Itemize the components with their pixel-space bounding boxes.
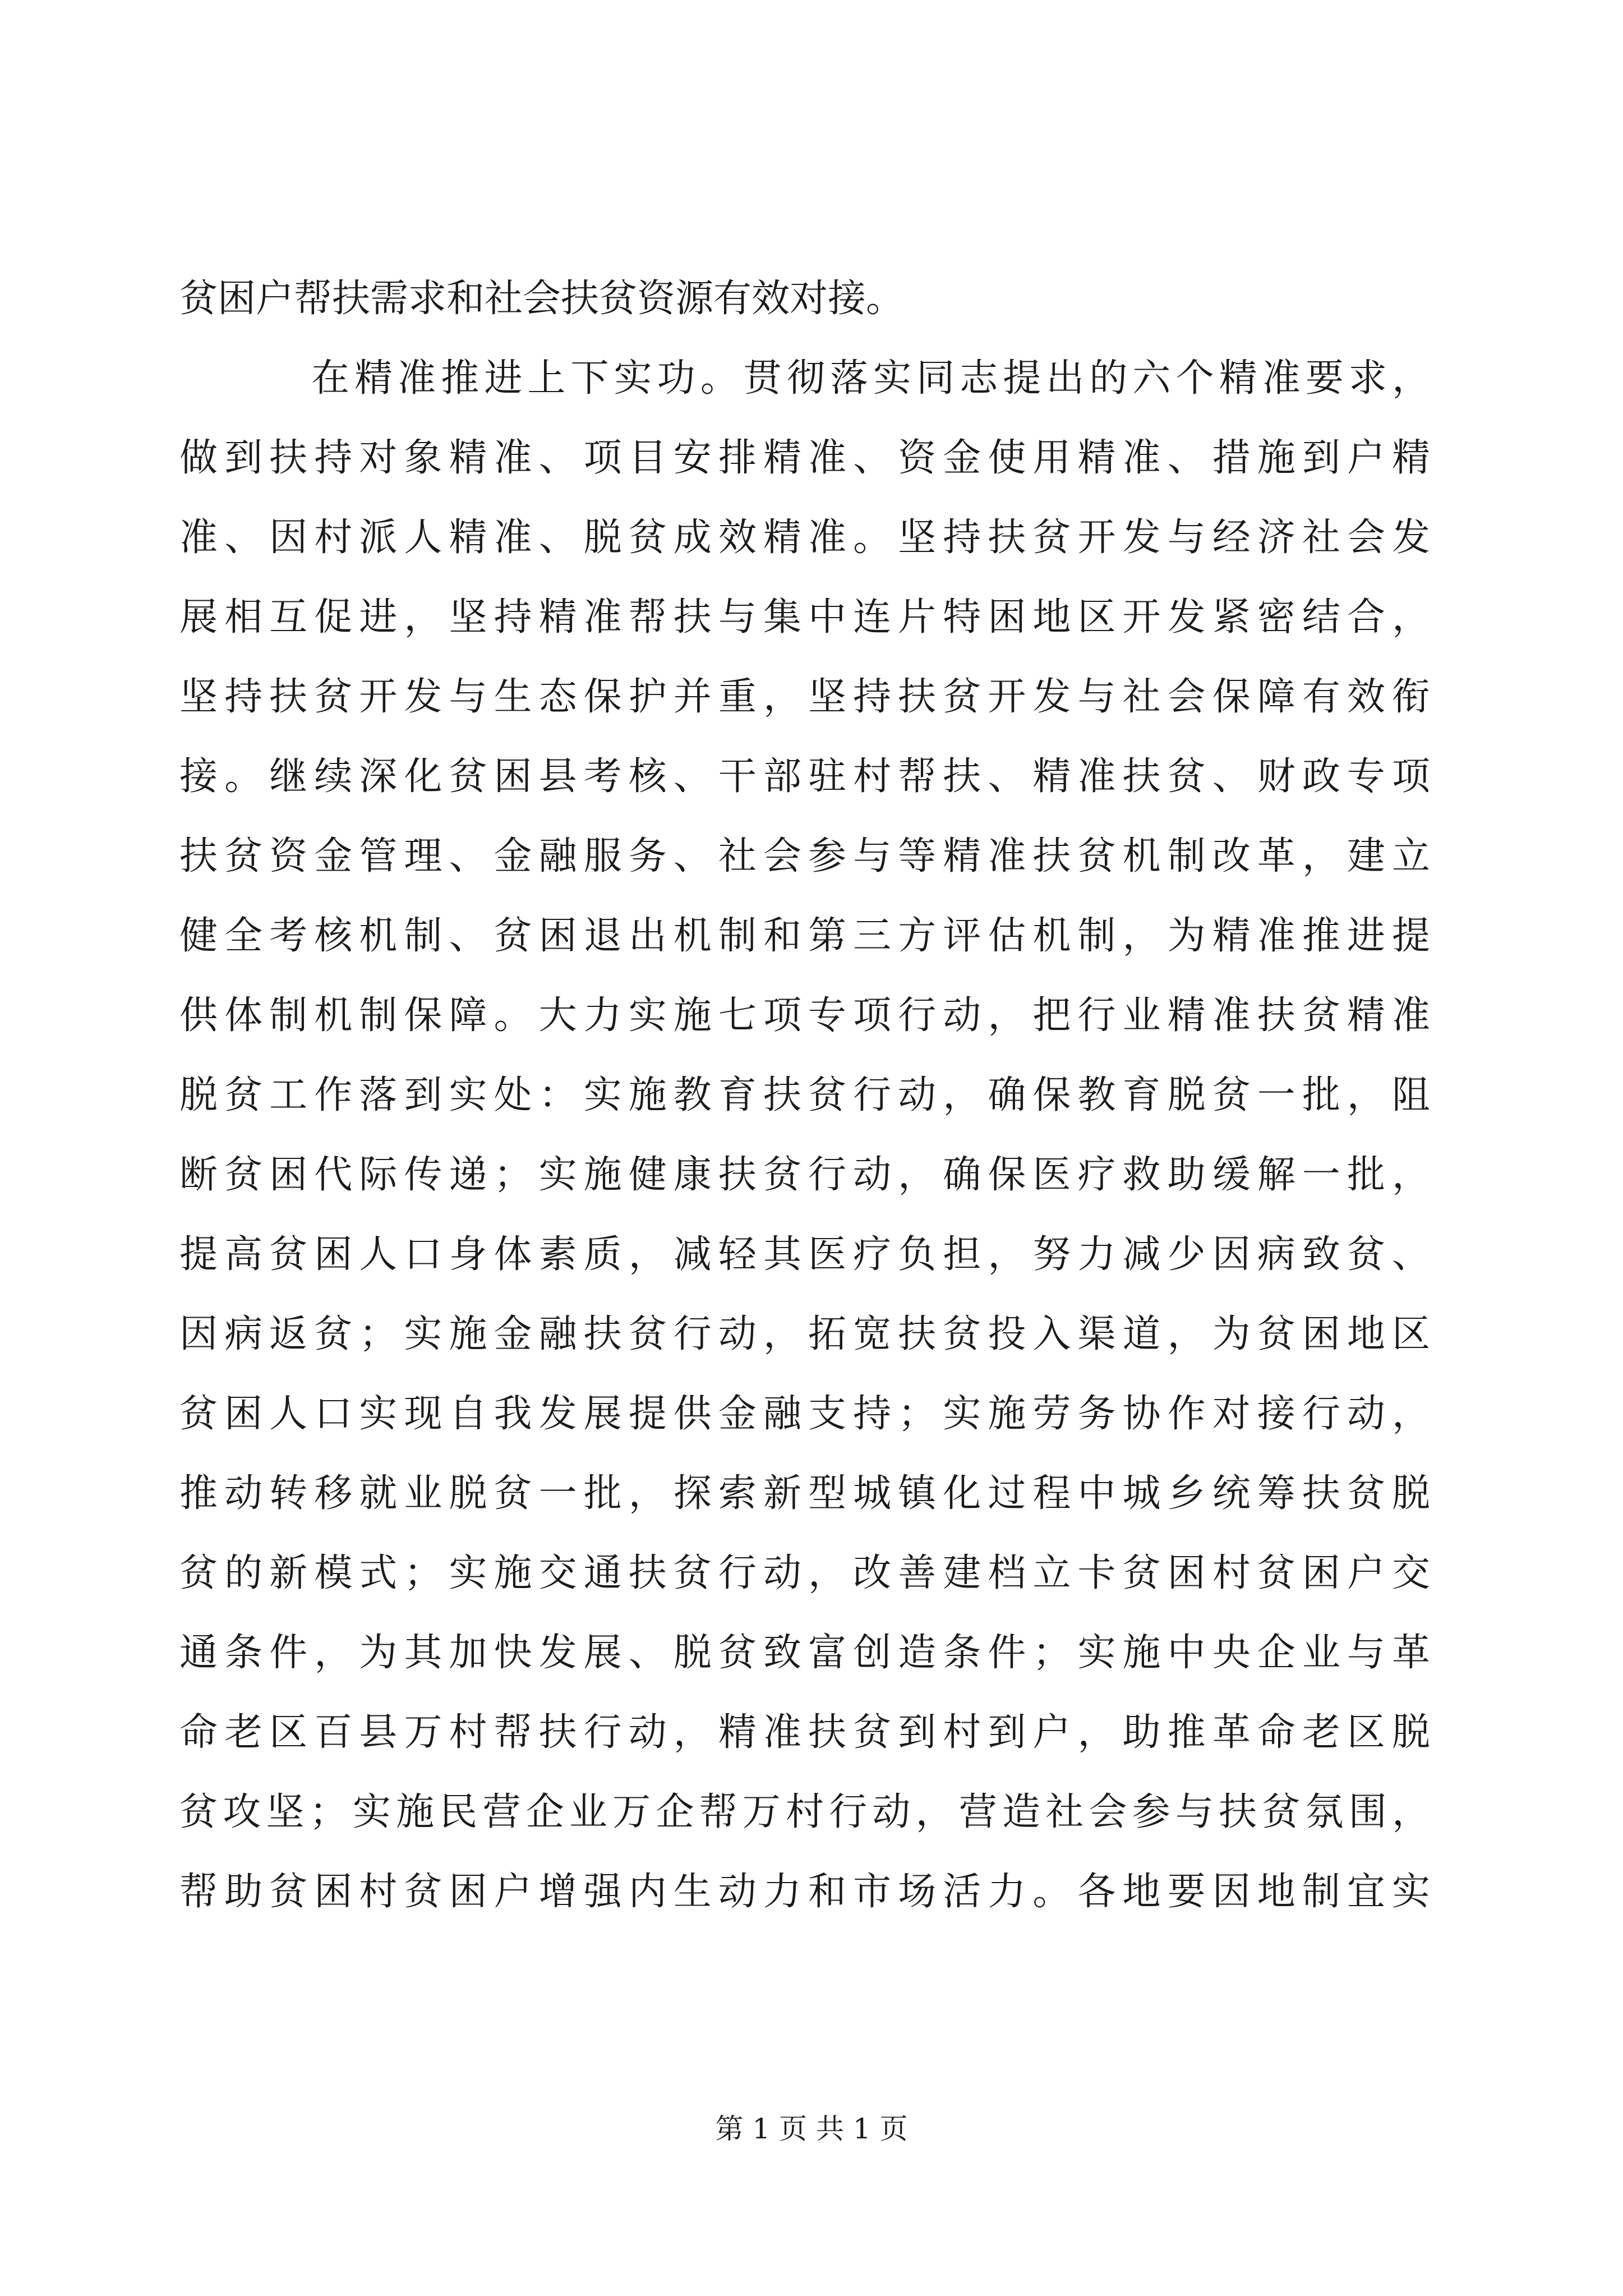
- text-line: 命老区百县万村帮扶行动，精准扶贫到村到户，助推革命老区脱: [179, 1710, 1430, 1755]
- body-text: [179, 259, 1430, 1932]
- text-line: 因病返贫；实施金融扶贫行动，拓宽扶贫投入渠道，为贫困地区: [179, 1312, 1430, 1356]
- text-line: 扶贫资金管理、金融服务、社会参与等精准扶贫机制改革，建立: [179, 834, 1430, 878]
- text-line: 提高贫困人口身体素质，减轻其医疗负担，努力减少因病致贫、: [179, 1232, 1430, 1277]
- text-line: 在精准推进上下实功。贯彻落实同志提出的六个精准要求，: [311, 356, 1430, 401]
- text-line: 准、因村派人精准、脱贫成效精准。坚持扶贫开发与经济社会发: [179, 516, 1430, 560]
- text-line: 健全考核机制、贫困退出机制和第三方评估机制，为精准推进提: [179, 914, 1430, 958]
- text-line: 推动转移就业脱贫一批，探索新型城镇化过程中城乡统筹扶贫脱: [179, 1471, 1430, 1516]
- text-line: 帮助贫困村贫困户增强内生动力和市场活力。各地要因地制宜实: [179, 1870, 1430, 1914]
- text-line: 断贫困代际传递；实施健康扶贫行动，确保医疗救助缓解一批，: [179, 1153, 1430, 1197]
- text-line: 供体制机制保障。大力实施七项专项行动，把行业精准扶贫精准: [179, 993, 1430, 1038]
- text-line: 通条件，为其加快发展、脱贫致富创造条件；实施中央企业与革: [179, 1631, 1430, 1675]
- text-line: 脱贫工作落到实处：实施教育扶贫行动，确保教育脱贫一批，阻: [179, 1073, 1430, 1117]
- text-line: 贫攻坚；实施民营企业万企帮万村行动，营造社会参与扶贫氛围，: [179, 1790, 1430, 1834]
- text-line: 贫困户帮扶需求和社会扶贫资源有效对接。: [179, 277, 905, 321]
- text-line: 展相互促进，坚持精准帮扶与集中连片特困地区开发紧密结合，: [179, 595, 1430, 639]
- text-line: 贫困人口实现自我发展提供金融支持；实施劳务协作对接行动，: [179, 1392, 1430, 1436]
- page-footer: 第 1 页 共 1 页: [715, 2113, 908, 2145]
- text-line: 贫的新模式；实施交通扶贫行动，改善建档立卡贫困村贫困户交: [179, 1551, 1430, 1595]
- text-line: 做到扶持对象精准、项目安排精准、资金使用精准、措施到户精: [179, 436, 1430, 480]
- text-line: 坚持扶贫开发与生态保护并重，坚持扶贫开发与社会保障有效衔: [179, 675, 1430, 719]
- text-line: 接。继续深化贫困县考核、干部驻村帮扶、精准扶贫、财政专项: [179, 754, 1430, 799]
